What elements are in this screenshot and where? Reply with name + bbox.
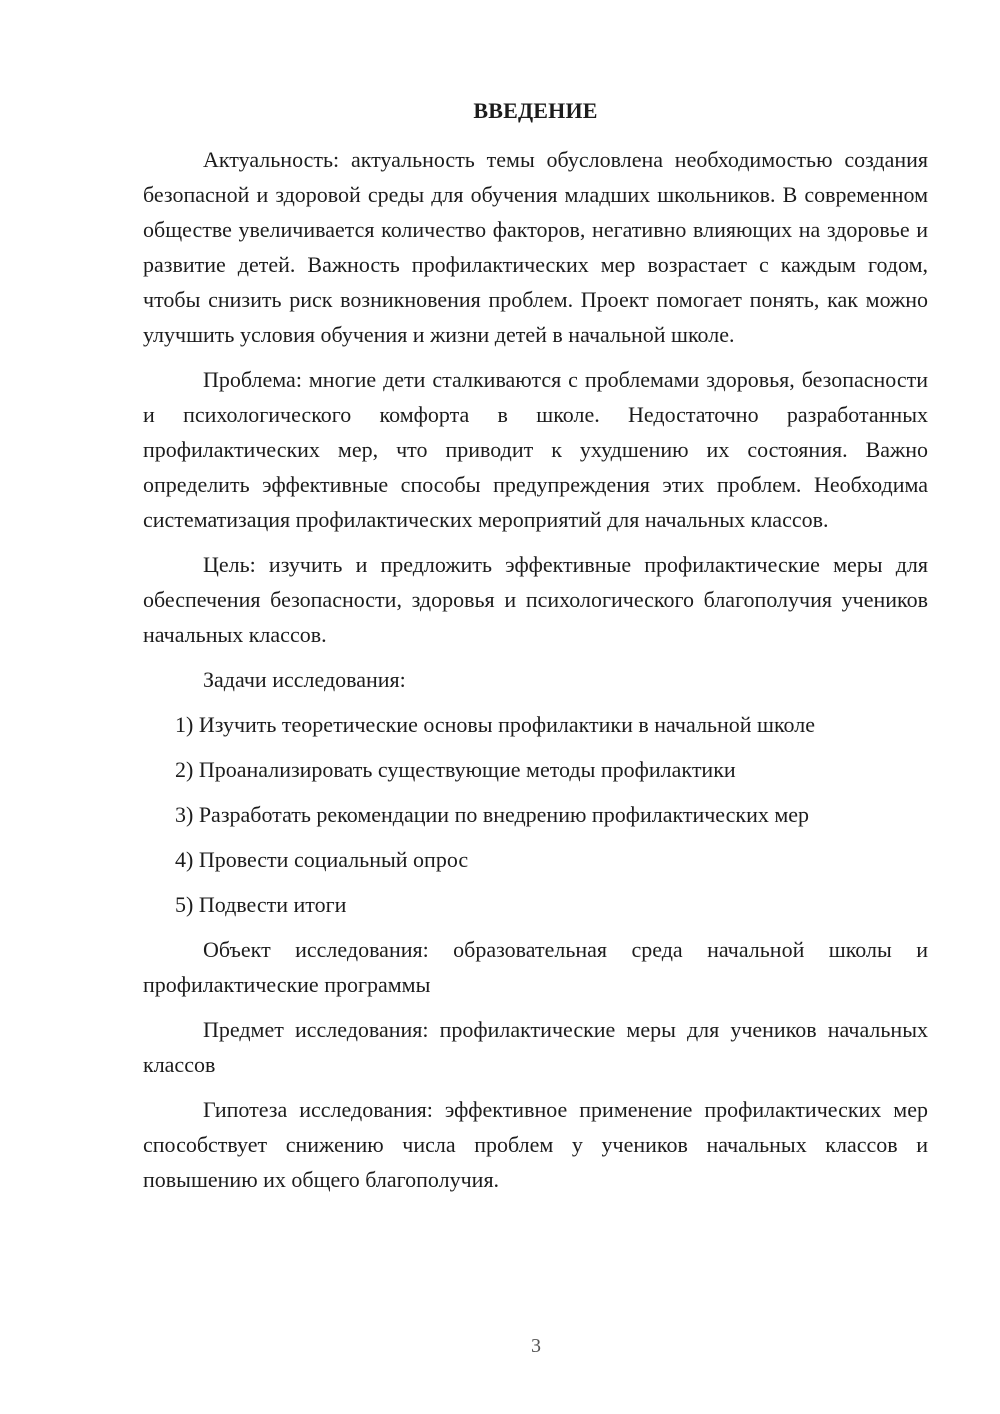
document-body [143, 142, 928, 1207]
tasks-heading: Задачи исследования: [203, 667, 406, 692]
tasks-list [143, 707, 928, 922]
list-item: 1) Изучить теоретические основы профилактики в начальной школе [175, 712, 815, 737]
paragraph-object: Объект исследования: образовательная среда начальной школы и профилактические программы [143, 937, 928, 997]
paragraph-relevance: Актуальность: актуальность темы обусловлена необходимостью создания безопасной и здоровой среды для обучения младших школьников. В современном обществе увеличивается количество факторов, негативно влияющих на здоровье и развитие детей. Важность профилактических мер возрастает с каждым годом, чтобы снизить риск возникновения проблем. Проект помогает понять, как можно улучшить условия обучения и жизни детей в начальной школе. [143, 147, 928, 347]
section-title: ВВЕДЕНИЕ [473, 98, 598, 123]
list-item: 2) Проанализировать существующие методы профилактики [175, 757, 736, 782]
page-number: 3 [531, 1335, 541, 1357]
paragraph-goal: Цель: изучить и предложить эффективные профилактические меры для обеспечения безопасности, здоровья и психологического благополучия учеников начальных классов. [143, 552, 928, 647]
list-item: 5) Подвести итоги [175, 892, 347, 917]
paragraph-subject: Предмет исследования: профилактические меры для учеников начальных классов [143, 1017, 928, 1077]
paragraph-hypothesis: Гипотеза исследования: эффективное применение профилактических мер способствует снижению числа проблем у учеников начальных классов и повышению их общего благополучия. [143, 1097, 928, 1192]
list-item: 4) Провести социальный опрос [175, 847, 469, 872]
list-item: 3) Разработать рекомендации по внедрению профилактических мер [175, 802, 810, 827]
paragraph-problem: Проблема: многие дети сталкиваются с проблемами здоровья, безопасности и психологического комфорта в школе. Недостаточно разработанных профилактических мер, что приводит к ухудшению их состояния. Важно определить эффективные способы предупреждения этих проблем. Необходима систематизация профилактических мероприятий для начальных классов. [143, 367, 928, 532]
